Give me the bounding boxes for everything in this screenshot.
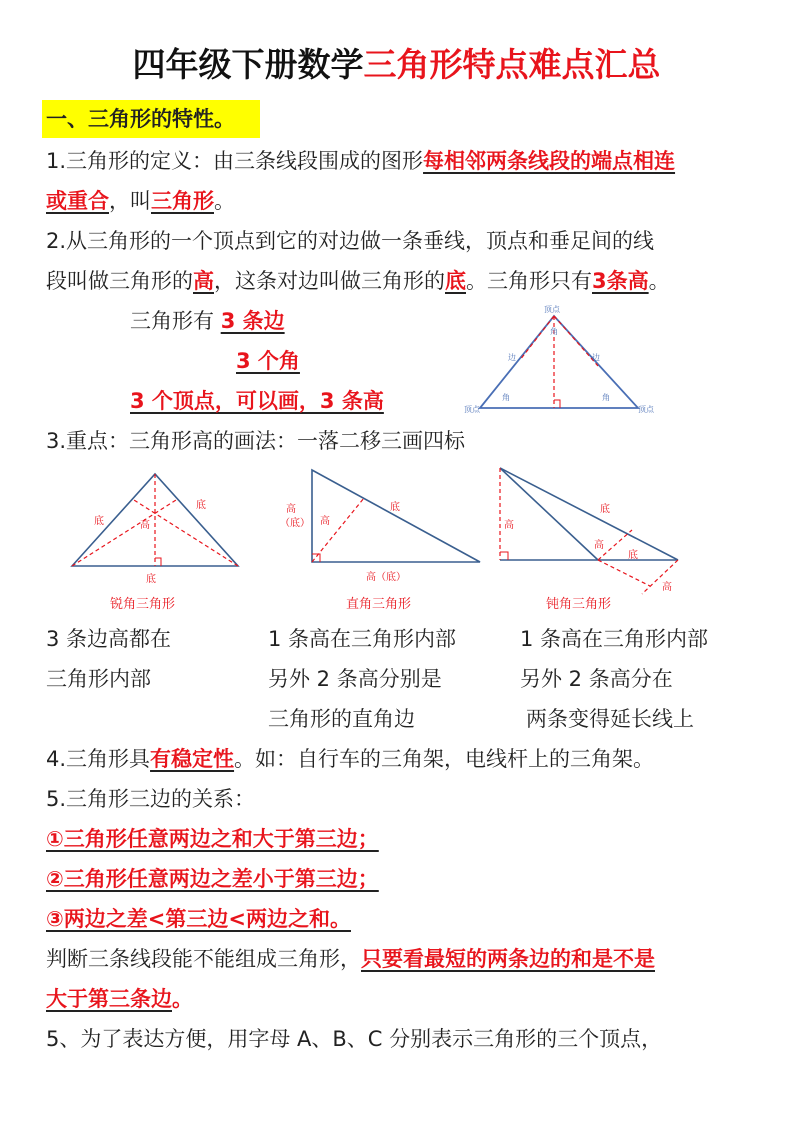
has-vertices: 3 个顶点，可以画，3 条高 <box>130 389 384 413</box>
definition-key-1: 每相邻两条线段的端点相连 <box>423 149 676 173</box>
rule-2-text: ②三角形任意两边之差小于第三边； <box>46 867 379 891</box>
has-angles-line <box>236 346 300 376</box>
right-label-bottom: 高（底） <box>366 572 406 583</box>
height-def-line-1: 2.从三角形的一个顶点到它的对边做一条垂线，顶点和垂足间的线 <box>46 229 655 253</box>
notation-line: 5、为了表达方便，用字母 A、B、C 分别表示三角形的三个顶点， <box>46 1027 663 1051</box>
col2-line1: 1 条高在三角形内部 <box>268 627 457 651</box>
definition-term: 三角形 <box>151 189 214 213</box>
col3-line2: 另外 2 条高分在 <box>520 667 673 691</box>
label-vertex-top: 顶点 <box>544 305 560 314</box>
obtuse-right-mark <box>500 552 508 560</box>
obtuse-caption: 钝角三角形 <box>546 597 612 612</box>
triangle-parts-figure <box>462 300 662 418</box>
right-triangle <box>312 470 480 562</box>
rule-3-text: ③两边之差<第三边<两边之和。 <box>46 907 351 931</box>
right-label-inner-height: 高 <box>320 516 330 527</box>
acute-label-base-bottom: 底 <box>146 574 156 585</box>
right-label-height-base: （底） <box>280 518 310 529</box>
term-three-heights: 3条高 <box>592 269 649 293</box>
obtuse-label-height-right: 高 <box>662 582 672 593</box>
label-angle-left: 角 <box>502 393 510 402</box>
obtuse-label-height-left: 高 <box>504 520 514 531</box>
right-label-height: 高 <box>286 504 296 515</box>
right-label-base: 底 <box>390 502 400 513</box>
title-black: 四年级下册数学 <box>132 45 364 84</box>
col3-line1: 1 条高在三角形内部 <box>520 627 709 651</box>
label-vertex-left: 顶点 <box>464 405 480 414</box>
definition-end: 。 <box>214 189 235 213</box>
obtuse-label-base-mid: 底 <box>628 550 638 561</box>
acute-height-2 <box>72 500 176 566</box>
height-def-text: 段叫做三角形的 <box>46 269 193 293</box>
acute-caption: 锐角三角形 <box>110 597 176 612</box>
term-base: 底 <box>445 269 466 293</box>
definition-line-1 <box>46 146 675 176</box>
rule-1 <box>46 824 379 854</box>
judge-text: 判断三条线段能不能组成三角形， <box>46 947 361 971</box>
stability-line <box>46 744 654 774</box>
acute-height-3 <box>134 500 238 566</box>
judge-line-1 <box>46 944 655 974</box>
stability-term: 有稳定性 <box>150 747 235 771</box>
right-triangle-figure <box>280 470 480 612</box>
obtuse-side-1 <box>500 468 678 560</box>
has-vertices-line <box>130 386 384 416</box>
height-def-text-2: ，这条对边叫做三角形的 <box>214 269 445 293</box>
label-angle-right: 角 <box>602 393 610 402</box>
definition-text-2: ，叫 <box>109 189 151 213</box>
side-relation-heading: 5.三角形三边的关系： <box>46 787 256 811</box>
right-caption: 直角三角形 <box>346 597 412 612</box>
obtuse-label-base: 底 <box>600 504 610 515</box>
height-figures <box>60 462 710 617</box>
col1-line1: 3 条边高都在 <box>46 627 172 651</box>
definition-text: 1.三角形的定义：由三条线段围成的图形 <box>46 149 424 173</box>
acute-right-mark <box>155 558 161 566</box>
rule-2 <box>46 864 379 894</box>
obtuse-label-height-mid: 高 <box>594 540 604 551</box>
height-def-text-3: 。三角形只有 <box>466 269 592 293</box>
judge-end: 。 <box>172 987 193 1011</box>
acute-label-base-right: 底 <box>196 500 206 511</box>
obtuse-height-3 <box>642 560 678 594</box>
right-height <box>312 498 364 562</box>
judge-key-2: 大于第三条边 <box>46 987 172 1011</box>
label-side-left: 边 <box>508 353 516 362</box>
stability-text: 4.三角形具 <box>46 747 151 771</box>
has-prefix: 三角形有 <box>130 309 214 333</box>
label-angle-top: 角 <box>550 327 558 336</box>
col2-line2: 另外 2 条高分别是 <box>268 667 442 691</box>
rule-1-text: ①三角形任意两边之和大于第三边； <box>46 827 379 851</box>
judge-key-1: 只要看最短的两条边的和是不是 <box>361 947 655 971</box>
acute-triangle-figure <box>72 474 238 612</box>
right-angle-mark <box>554 400 560 408</box>
obtuse-side-2 <box>500 468 598 560</box>
label-vertex-right: 顶点 <box>638 405 654 414</box>
acute-label-height: 高 <box>140 520 150 531</box>
has-sides: 3 条边 <box>220 309 285 333</box>
height-def-end: 。 <box>648 269 670 293</box>
definition-key-2: 或重合 <box>46 189 109 213</box>
height-def-line-2 <box>46 266 670 296</box>
acute-label-base-left: 底 <box>94 516 104 527</box>
section-heading: 一、三角形的特性。 <box>46 107 235 131</box>
col3-line3: 两条变得延长线上 <box>526 707 694 731</box>
obtuse-triangle-figure <box>500 468 678 612</box>
label-side-right: 边 <box>592 353 600 362</box>
definition-line-2 <box>46 186 235 216</box>
stability-example: 。如：自行车的三角架，电线杆上的三角架。 <box>234 747 655 771</box>
page-title <box>0 42 793 88</box>
has-sides-line <box>130 306 285 336</box>
col2-line3: 三角形的直角边 <box>268 707 415 731</box>
term-height: 高 <box>193 269 214 293</box>
height-method: 3.重点：三角形高的画法：一落二移三画四标 <box>46 429 466 453</box>
has-angles: 3 个角 <box>236 349 300 373</box>
obtuse-extension <box>598 560 650 586</box>
title-red: 三角形特点难点汇总 <box>363 45 661 84</box>
col1-line2: 三角形内部 <box>46 667 151 691</box>
judge-line-2 <box>46 984 193 1014</box>
rule-3 <box>46 904 351 934</box>
